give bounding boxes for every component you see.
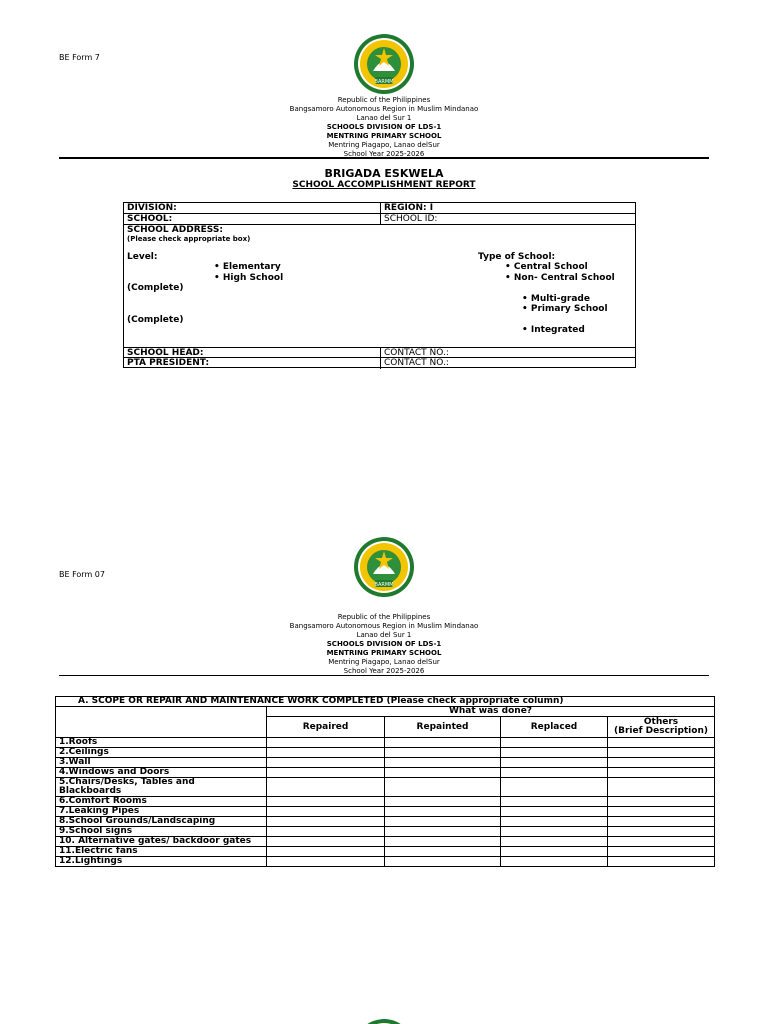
- region-label: REGION: I: [380, 203, 637, 213]
- check-cell[interactable]: [267, 827, 385, 837]
- header-line: Republic of the Philippines: [337, 613, 431, 621]
- check-cell[interactable]: [501, 748, 608, 758]
- barmm-seal-icon: [353, 33, 415, 95]
- option-multi-grade[interactable]: • Multi-grade: [522, 294, 590, 304]
- school-header: [0, 96, 768, 159]
- col-repaired: Repaired: [267, 717, 385, 738]
- check-cell[interactable]: [501, 817, 608, 827]
- header-line: MENTRING PRIMARY SCHOOL: [326, 649, 442, 657]
- table-row: 4.Windows and Doors: [56, 768, 267, 778]
- table-row: 8.School Grounds/Landscaping: [56, 817, 267, 827]
- others-cell[interactable]: [608, 778, 715, 797]
- seal-text: BARMM: [374, 582, 394, 588]
- check-cell[interactable]: [501, 827, 608, 837]
- others-cell[interactable]: [608, 817, 715, 827]
- check-cell[interactable]: [385, 847, 501, 857]
- check-cell[interactable]: [501, 847, 608, 857]
- table-row: 11.Electric fans: [56, 847, 267, 857]
- type-of-school-label: Type of School:: [478, 252, 556, 262]
- others-cell[interactable]: [608, 847, 715, 857]
- what-was-done-header: What was done?: [267, 707, 715, 717]
- check-cell[interactable]: [385, 738, 501, 748]
- header-line: Lanao del Sur 1: [356, 114, 412, 122]
- check-cell[interactable]: [267, 807, 385, 817]
- school-info-form: [123, 202, 636, 368]
- check-cell[interactable]: [267, 847, 385, 857]
- scope-table: [55, 696, 715, 867]
- check-cell[interactable]: [385, 807, 501, 817]
- seal-text: BARMM: [374, 79, 394, 85]
- school-address-label: SCHOOL ADDRESS:: [127, 225, 223, 235]
- table-row: 9.School signs: [56, 827, 267, 837]
- check-cell[interactable]: [501, 768, 608, 778]
- school-header: [0, 613, 768, 676]
- pta-president-label: PTA PRESIDENT:: [127, 358, 210, 368]
- header-line: School Year 2025-2026: [343, 667, 425, 675]
- check-cell[interactable]: [385, 768, 501, 778]
- school-head-label: SCHOOL HEAD:: [127, 348, 204, 358]
- check-cell[interactable]: [501, 857, 608, 867]
- report-title: BRIGADA ESKWELA: [324, 167, 444, 180]
- contact-no-label: CONTACT NO.:: [380, 358, 637, 369]
- table-row: 3.Wall: [56, 758, 267, 768]
- check-cell[interactable]: [501, 778, 608, 797]
- check-cell[interactable]: [267, 738, 385, 748]
- option-non-central-school[interactable]: • Non- Central School: [505, 273, 615, 283]
- option-central-school[interactable]: • Central School: [505, 262, 588, 272]
- division-label: DIVISION:: [127, 203, 177, 213]
- report-subtitle: SCHOOL ACCOMPLISHMENT REPORT: [292, 180, 476, 190]
- others-cell[interactable]: [608, 748, 715, 758]
- header-line: School Year 2025-2026: [343, 150, 425, 158]
- check-cell[interactable]: [385, 758, 501, 768]
- divider: [59, 675, 709, 676]
- check-cell[interactable]: [267, 758, 385, 768]
- table-row: 1.Roofs: [56, 738, 267, 748]
- others-cell[interactable]: [608, 758, 715, 768]
- check-cell[interactable]: [501, 837, 608, 847]
- check-cell[interactable]: [267, 837, 385, 847]
- check-cell[interactable]: [267, 778, 385, 797]
- check-cell[interactable]: [267, 797, 385, 807]
- header-line: Bangsamoro Autonomous Region in Muslim Mindanao: [289, 622, 479, 630]
- check-cell[interactable]: [501, 807, 608, 817]
- divider: [59, 157, 709, 159]
- table-row: 5.Chairs/Desks, Tables and Blackboards: [56, 778, 267, 797]
- header-line: SCHOOLS DIVISION OF LDS-1: [326, 123, 442, 131]
- option-elementary[interactable]: • Elementary: [214, 262, 281, 272]
- check-note: (Please check appropriate box): [127, 235, 251, 243]
- complete-label: (Complete): [127, 315, 184, 325]
- header-line: Mentring Piagapo, Lanao delSur: [328, 658, 440, 666]
- others-cell[interactable]: [608, 807, 715, 817]
- barmm-seal-icon: [353, 1018, 415, 1024]
- section-title: A. SCOPE OR REPAIR AND MAINTENANCE WORK COMPLETED (Please check appropriate column): [56, 697, 715, 707]
- check-cell[interactable]: [267, 748, 385, 758]
- others-cell[interactable]: [608, 827, 715, 837]
- check-cell[interactable]: [385, 817, 501, 827]
- school-id-label: SCHOOL ID:: [380, 214, 637, 224]
- others-cell[interactable]: [608, 797, 715, 807]
- option-high-school[interactable]: • High School: [214, 273, 283, 283]
- option-integrated[interactable]: • Integrated: [522, 325, 585, 335]
- form-number: BE Form 07: [59, 570, 105, 579]
- header-line: Lanao del Sur 1: [356, 631, 412, 639]
- header-line: SCHOOLS DIVISION OF LDS-1: [326, 640, 442, 648]
- table-row: 12.Lightings: [56, 857, 267, 867]
- contact-no-label: CONTACT NO.:: [380, 348, 637, 357]
- complete-label: (Complete): [127, 283, 184, 293]
- header-line: MENTRING PRIMARY SCHOOL: [326, 132, 442, 140]
- col-replaced: Replaced: [501, 717, 608, 738]
- check-cell[interactable]: [267, 768, 385, 778]
- blank-header-cell: [56, 707, 267, 738]
- others-cell[interactable]: [608, 837, 715, 847]
- table-row: 10. Alternative gates/ backdoor gates: [56, 837, 267, 847]
- option-primary-school[interactable]: • Primary School: [522, 304, 608, 314]
- level-label: Level:: [127, 252, 158, 262]
- check-cell[interactable]: [501, 758, 608, 768]
- others-cell[interactable]: [608, 738, 715, 748]
- check-cell[interactable]: [385, 797, 501, 807]
- form-number: BE Form 7: [59, 53, 100, 62]
- others-cell[interactable]: [608, 768, 715, 778]
- table-row: 6.Comfort Rooms: [56, 797, 267, 807]
- header-line: Bangsamoro Autonomous Region in Muslim Mindanao: [289, 105, 479, 113]
- check-cell[interactable]: [385, 748, 501, 758]
- table-row: 2.Ceilings: [56, 748, 267, 758]
- school-label: SCHOOL:: [127, 214, 173, 224]
- check-cell[interactable]: [385, 778, 501, 797]
- check-cell[interactable]: [267, 857, 385, 867]
- others-cell[interactable]: [608, 857, 715, 867]
- header-line: Mentring Piagapo, Lanao delSur: [328, 141, 440, 149]
- header-line: Republic of the Philippines: [337, 96, 431, 104]
- col-repainted: Repainted: [385, 717, 501, 738]
- table-row: 7.Leaking Pipes: [56, 807, 267, 817]
- check-cell[interactable]: [501, 738, 608, 748]
- barmm-seal-icon: [353, 536, 415, 598]
- col-others: Others (Brief Description): [608, 717, 715, 738]
- check-cell[interactable]: [385, 837, 501, 847]
- check-cell[interactable]: [385, 857, 501, 867]
- check-cell[interactable]: [501, 797, 608, 807]
- check-cell[interactable]: [267, 817, 385, 827]
- check-cell[interactable]: [385, 827, 501, 837]
